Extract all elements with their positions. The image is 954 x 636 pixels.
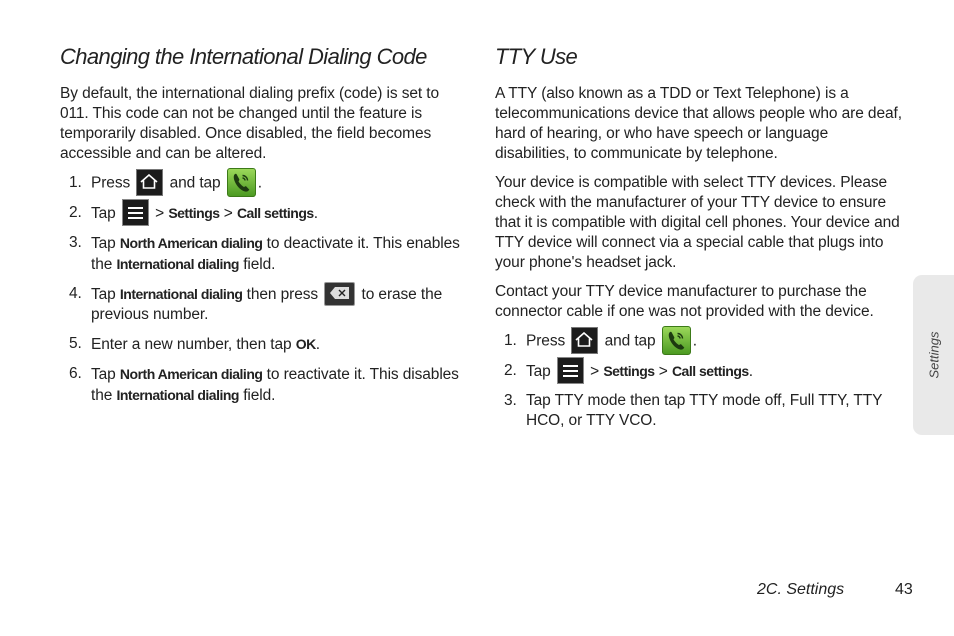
tty-paragraph: Contact your TTY device manufacturer to purchase the connector cable if one was not provided with the device. <box>495 283 874 320</box>
settings-label: Settings <box>168 205 220 221</box>
step-number: 2. <box>69 204 82 221</box>
phone-app-icon <box>662 326 691 355</box>
step-item: 1. Press and tap . <box>495 331 905 352</box>
step-number: 4. <box>69 285 82 302</box>
step-number: 5. <box>69 335 82 352</box>
left-column <box>60 40 465 415</box>
page-number: 43 <box>895 581 913 598</box>
steps-list <box>60 173 465 406</box>
right-column <box>495 40 905 440</box>
step-item: 4. Tap International dialing then press to erase the previous number. <box>60 284 465 325</box>
home-key-icon <box>136 169 163 196</box>
tty-steps-list <box>495 331 905 431</box>
home-key-icon <box>571 327 598 354</box>
menu-key-icon <box>557 357 584 384</box>
footer-section: 2C. Settings <box>757 581 845 598</box>
step-number: 3. <box>504 392 517 409</box>
step-number: 2. <box>504 362 517 379</box>
step-item: 3. Tap North American dialing to deactivate it. This enables the International dialing field. <box>69 234 460 273</box>
call-settings-label: Call settings <box>236 205 314 221</box>
side-tab-label: Settings <box>926 331 941 379</box>
step-item: 2. Tap > Settings > Call settings. <box>495 361 905 382</box>
step-number: 6. <box>69 365 82 382</box>
step-item: 5. Enter a new number, then tap OK. <box>69 335 320 353</box>
call-settings-label: Call settings <box>671 363 749 379</box>
settings-label: Settings <box>603 363 655 379</box>
intro-paragraph: By default, the international dialing prefix (code) is set to 011. This code can not be changed until the feature is temporarily disabled. Once disabled, the field becomes accessible and can be altered. <box>60 85 440 162</box>
step-number: 1. <box>504 332 517 349</box>
step-number: 3. <box>69 234 82 251</box>
section-heading-tty-use: TTY Use <box>495 44 578 69</box>
side-tab <box>913 275 954 435</box>
step-item: 1. Press and tap . <box>60 173 465 194</box>
delete-key-icon <box>324 282 355 306</box>
section-heading-international-dialing: Changing the International Dialing Code <box>60 44 427 69</box>
tty-paragraph: A TTY (also known as a TDD or Text Telephone) is a telecommunications device that allows people who are deaf, hard of hearing, or who have speech or language disabilities, to communicate by telephone. <box>495 85 902 162</box>
tty-paragraph: Your device is compatible with select TTY devices. Please check with the manufacturer of your TTY device to ensure that it is compatible with digital cell phones. Your device and TTY device will connect via a special cable that plugs into your phone's headset jack. <box>495 174 900 271</box>
step-item: 6. Tap North American dialing to reactivate it. This disables the International dialing field. <box>69 365 459 404</box>
phone-app-icon <box>227 168 256 197</box>
step-item: 3. Tap TTY mode then tap TTY mode off, Full TTY, TTY HCO, or TTY VCO. <box>504 392 883 429</box>
step-item: 2. Tap > Settings > Call settings. <box>60 203 465 224</box>
menu-key-icon <box>122 199 149 226</box>
step-number: 1. <box>69 174 82 191</box>
